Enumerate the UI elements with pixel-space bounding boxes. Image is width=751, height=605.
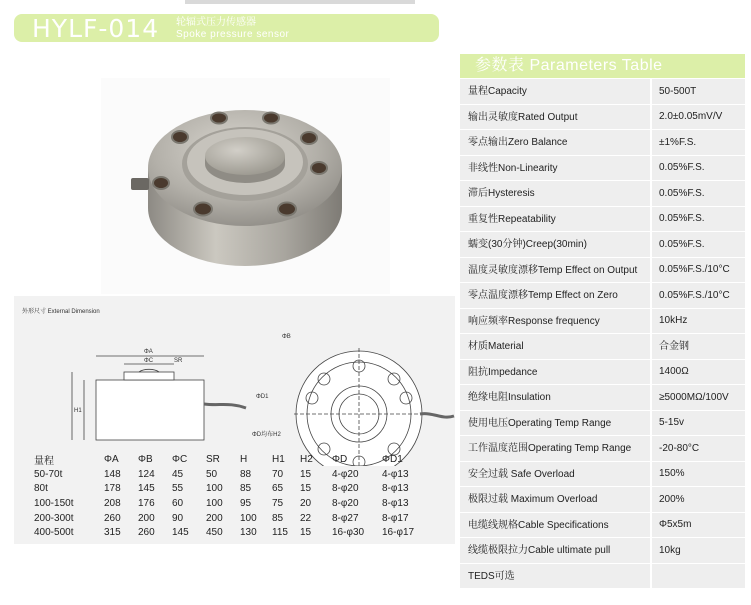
- parameter-row: [460, 231, 745, 257]
- parameter-value: 合金钢: [659, 340, 689, 352]
- dimension-cell: 145: [138, 483, 155, 495]
- dimension-cell: 50-70t: [34, 468, 63, 480]
- parameter-row: [460, 563, 745, 589]
- parameter-label: 温度灵敏度漂移Temp Effect on Output: [460, 258, 652, 283]
- sensor-image: [101, 78, 390, 294]
- model-number: HYLF-014: [32, 14, 160, 43]
- dimension-cell: 80t: [34, 483, 48, 495]
- label-phiD: ΦD均布H2: [252, 432, 281, 438]
- parameter-value: 1400Ω: [659, 366, 689, 378]
- dimension-cell: 178: [104, 483, 121, 495]
- dimension-cell: 60: [172, 497, 184, 509]
- dimension-cell: 8-φ20: [332, 497, 359, 509]
- parameter-row: [460, 308, 745, 334]
- parameter-row: [460, 359, 745, 385]
- dimension-row: [34, 525, 424, 540]
- dimension-cell: 70: [272, 468, 284, 480]
- parameter-label: 绝缘电阻Insulation: [460, 385, 652, 410]
- dimension-cell: 65: [272, 483, 284, 495]
- parameter-row: [460, 129, 745, 155]
- dimension-cell: 100: [206, 497, 223, 509]
- product-name-cn: 轮辐式压力传感器: [176, 17, 256, 28]
- dimension-row: [34, 511, 424, 526]
- parameter-value: 2.0±0.05mV/V: [659, 111, 723, 123]
- dimension-row: [34, 467, 424, 482]
- dimension-cell: 85: [272, 512, 284, 524]
- parameter-row: [460, 155, 745, 181]
- dimension-header-cell: H: [240, 454, 248, 465]
- dimension-cell: 208: [104, 497, 121, 509]
- dimension-cell: 20: [300, 497, 312, 509]
- dimension-cell: 100: [206, 483, 223, 495]
- parameter-label: 响应频率Response frequency: [460, 309, 652, 334]
- parameter-row: [460, 206, 745, 232]
- parameter-row: [460, 333, 745, 359]
- parameter-value: 5-15v: [659, 417, 685, 429]
- dimension-header-cell: ΦA: [104, 454, 119, 465]
- dimension-cell: 200-300t: [34, 512, 74, 524]
- dimension-cell: 16-φ17: [382, 527, 415, 539]
- dimension-cell: 115: [272, 527, 288, 539]
- parameter-row: [460, 180, 745, 206]
- dimension-header-cell: ΦD: [332, 454, 348, 465]
- label-phiD1: ΦD1: [256, 394, 269, 400]
- parameter-label: 工作温度范围Operating Temp Range: [460, 436, 652, 461]
- dimension-header-cell: ΦB: [138, 454, 153, 465]
- parameter-value: 200%: [659, 493, 685, 505]
- drawing-caption: 外形尺寸 External Dimension: [22, 309, 100, 315]
- dimension-cell: 45: [172, 468, 184, 480]
- parameter-value: 150%: [659, 468, 685, 480]
- dimension-header-cell: H1: [272, 454, 285, 465]
- dimension-cell: 200: [138, 512, 155, 524]
- dimension-cell: 55: [172, 483, 184, 495]
- label-h1: H1: [74, 408, 82, 414]
- parameter-value: 0.05%F.S.: [659, 213, 705, 225]
- dimension-cell: 8-φ27: [332, 512, 359, 524]
- parameter-row: [460, 104, 745, 130]
- label-sr: SR: [174, 358, 183, 364]
- dimension-header-cell: ΦD1: [382, 454, 403, 465]
- parameter-row: [460, 282, 745, 308]
- parameter-label: 零点温度漂移Temp Effect on Zero: [460, 283, 652, 308]
- dimension-cell: 15: [300, 468, 312, 480]
- dimension-cell: 260: [138, 527, 155, 539]
- dimension-cell: 8-φ17: [382, 512, 409, 524]
- dimension-cell: 16-φ30: [332, 527, 365, 539]
- parameter-label: 线缆极限拉力Cable ultimate pull: [460, 538, 652, 563]
- dimension-cell: 148: [104, 468, 121, 480]
- parameter-value: Φ5x5m: [659, 519, 692, 531]
- parameter-value: 10kg: [659, 544, 681, 556]
- dimension-cell: 176: [138, 497, 155, 509]
- parameter-label: 蠕变(30分钟)Creep(30min): [460, 232, 652, 257]
- parameter-row: [460, 410, 745, 436]
- parameter-label: 材质Material: [460, 334, 652, 359]
- parameters-title: 参数表 Parameters Table: [460, 54, 745, 78]
- dimension-cell: 15: [300, 527, 312, 539]
- parameter-label: 滞后Hysteresis: [460, 181, 652, 206]
- parameter-row: [460, 537, 745, 563]
- parameter-value: -20-80°C: [659, 442, 700, 454]
- parameter-label: 阻抗Impedance: [460, 360, 652, 385]
- parameter-value: 10kHz: [659, 315, 688, 327]
- parameter-label: 输出灵敏度Rated Output: [460, 105, 652, 130]
- parameter-label: 非线性Non-Linearity: [460, 156, 652, 181]
- parameter-label: 零点输出Zero Balance: [460, 130, 652, 155]
- parameter-row: [460, 435, 745, 461]
- dimension-cell: 124: [138, 468, 155, 480]
- parameter-label: TEDS可选: [460, 564, 652, 589]
- parameter-value: ≥5000MΩ/100V: [659, 391, 729, 403]
- product-photo: [101, 78, 390, 294]
- dimension-cell: 8-φ20: [332, 483, 359, 495]
- dimension-cell: 88: [240, 468, 252, 480]
- parameter-label: 使用电压Operating Temp Range: [460, 411, 652, 436]
- dimension-header-row: [34, 452, 424, 467]
- dimension-cell: 22: [300, 512, 312, 524]
- top-divider: [185, 0, 415, 4]
- dimension-cell: 145: [172, 527, 189, 539]
- parameter-row: [460, 512, 745, 538]
- dimension-cell: 85: [240, 483, 252, 495]
- parameter-label: 极限过载 Maximum Overload: [460, 487, 652, 512]
- dimension-cell: 130: [240, 527, 257, 539]
- dimension-header-cell: ΦC: [172, 454, 188, 465]
- dimension-cell: 95: [240, 497, 252, 509]
- dimension-header-cell: 量程: [34, 456, 54, 467]
- drawing-diagram: [14, 316, 455, 466]
- parameter-row: [460, 461, 745, 487]
- parameter-row: [460, 384, 745, 410]
- dimension-cell: 75: [272, 497, 284, 509]
- parameter-value: 0.05%F.S.: [659, 187, 705, 199]
- parameter-row: [460, 78, 745, 104]
- parameter-row: [460, 257, 745, 283]
- dimension-cell: 90: [172, 512, 184, 524]
- dimension-header-cell: SR: [206, 454, 220, 465]
- parameter-label: 重复性Repeatability: [460, 207, 652, 232]
- dimension-cell: 8-φ13: [382, 497, 409, 509]
- dimension-cell: 4-φ13: [382, 468, 409, 480]
- parameter-value: 50-500T: [659, 85, 697, 97]
- dimension-cell: 8-φ13: [382, 483, 409, 495]
- parameter-value: ±1%F.S.: [659, 136, 697, 148]
- label-phiB: ΦB: [282, 334, 291, 340]
- product-name-en: Spoke pressure sensor: [176, 29, 290, 40]
- dimension-cell: 315: [104, 527, 121, 539]
- parameter-label: 量程Capacity: [460, 79, 652, 104]
- dimension-cell: 4-φ20: [332, 468, 359, 480]
- parameter-value: 0.05%F.S.: [659, 238, 705, 250]
- parameter-value: 0.05%F.S./10°C: [659, 289, 730, 301]
- dimension-cell: 260: [104, 512, 121, 524]
- parameter-value: 0.05%F.S.: [659, 162, 705, 174]
- dimension-row: [34, 482, 424, 497]
- dimension-row: [34, 496, 424, 511]
- product-header: [14, 14, 439, 42]
- dimension-cell: 50: [206, 468, 218, 480]
- dimension-cell: 450: [206, 527, 223, 539]
- label-phiA: ΦA: [144, 349, 153, 355]
- dimension-cell: 15: [300, 483, 312, 495]
- parameter-value: 0.05%F.S./10°C: [659, 264, 730, 276]
- parameter-label: 电缆线规格Cable Specifications: [460, 513, 652, 538]
- dimension-cell: 200: [206, 512, 223, 524]
- dimension-cell: 100: [240, 512, 257, 524]
- label-phiC: ΦC: [144, 358, 154, 364]
- dimension-cell: 400-500t: [34, 527, 74, 539]
- parameter-label: 安全过载 Safe Overload: [460, 462, 652, 487]
- dimension-cell: 100-150t: [34, 497, 74, 509]
- dimension-table: [34, 452, 424, 540]
- parameter-row: [460, 486, 745, 512]
- parameters-table: [460, 54, 745, 588]
- dimension-header-cell: H2: [300, 454, 313, 465]
